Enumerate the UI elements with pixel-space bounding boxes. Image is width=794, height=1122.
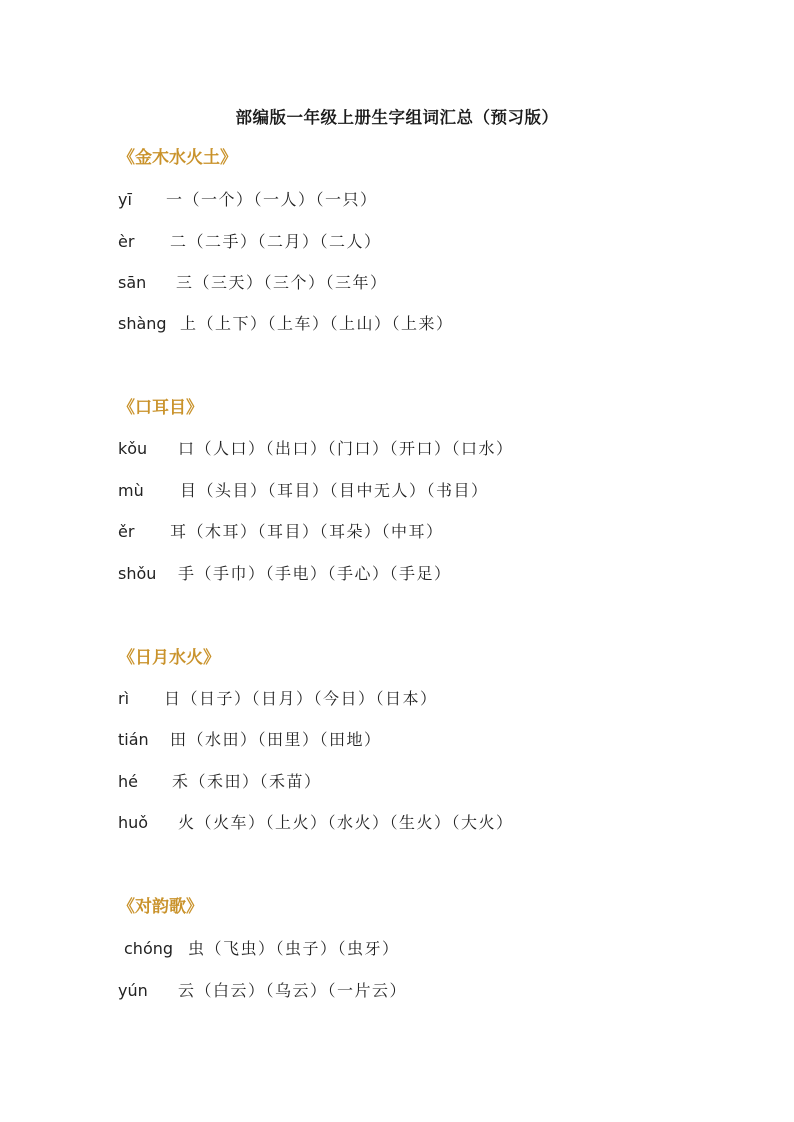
word-entry: [118, 562, 738, 586]
word-groups: 云（白云）（乌云）（一片云）: [178, 981, 408, 1000]
section-dui-yun-ge: [118, 895, 408, 1000]
word-entry: [118, 728, 738, 752]
pinyin: huǒ: [118, 813, 149, 832]
word-entry: [118, 811, 738, 835]
pinyin: ěr: [118, 522, 135, 541]
word-entry: [118, 770, 738, 794]
word-groups: 三（三天）（三个）（三年）: [176, 273, 388, 292]
pinyin: sān: [118, 273, 147, 292]
word-groups: 一（一个）（一人）（一只）: [166, 190, 378, 209]
word-groups: 火（火车）（上火）（水火）（生火）（大火）: [178, 813, 514, 832]
pinyin: shàng: [118, 314, 167, 333]
pinyin: hé: [118, 772, 138, 791]
pinyin: mù: [118, 481, 144, 500]
word-entry: [118, 437, 738, 461]
word-groups: 口（人口）（出口）（门口）（开口）（口水）: [178, 439, 514, 458]
word-entry: [118, 479, 738, 503]
word-groups: 田（水田）（田里）（田地）: [170, 730, 382, 749]
word-entry: [118, 271, 718, 295]
section-title: 《对韵歌》: [118, 897, 203, 917]
pinyin: tián: [118, 730, 149, 749]
pinyin: chóng: [124, 939, 174, 958]
word-groups: 虫（飞虫）（虫子）（虫牙）: [188, 939, 400, 958]
pinyin: kǒu: [118, 439, 148, 458]
section-title: 《日月水火》: [118, 648, 220, 668]
pinyin: rì: [118, 689, 130, 708]
pinyin: èr: [118, 232, 135, 251]
word-groups: 禾（禾田）（禾苗）: [172, 772, 322, 791]
word-entry: [124, 937, 724, 961]
section-ri-yue-shui-huo: [118, 646, 514, 832]
word-entry: [118, 230, 718, 254]
word-groups: 耳（木耳）（耳目）（耳朵）（中耳）: [170, 522, 444, 541]
word-groups: 目（头目）（耳目）（目中无人）（书目）: [180, 481, 489, 500]
word-groups: 手（手巾）（手电）（手心）（手足）: [178, 564, 452, 583]
word-groups: 二（二手）（二月）（二人）: [170, 232, 382, 251]
page-title: 部编版一年级上册生字组词汇总（预习版）: [235, 108, 559, 127]
word-groups: 日（日子）（日月）（今日）（日本）: [164, 689, 438, 708]
word-entry: [118, 520, 738, 544]
pinyin: yī: [118, 190, 132, 209]
word-entry: [118, 188, 718, 212]
pinyin: yún: [118, 981, 148, 1000]
section-title: 《金木水火土》: [118, 148, 237, 168]
pinyin: shǒu: [118, 564, 157, 583]
section-kou-er-mu: [118, 396, 514, 583]
word-entry: [118, 312, 718, 336]
word-groups: 上（上下）（上车）（上山）（上来）: [180, 314, 454, 333]
word-entry: [118, 687, 738, 711]
section-jin-mu-shui-huo-tu: [118, 146, 454, 333]
section-title: 《口耳目》: [118, 398, 203, 418]
word-entry: [118, 979, 718, 1003]
